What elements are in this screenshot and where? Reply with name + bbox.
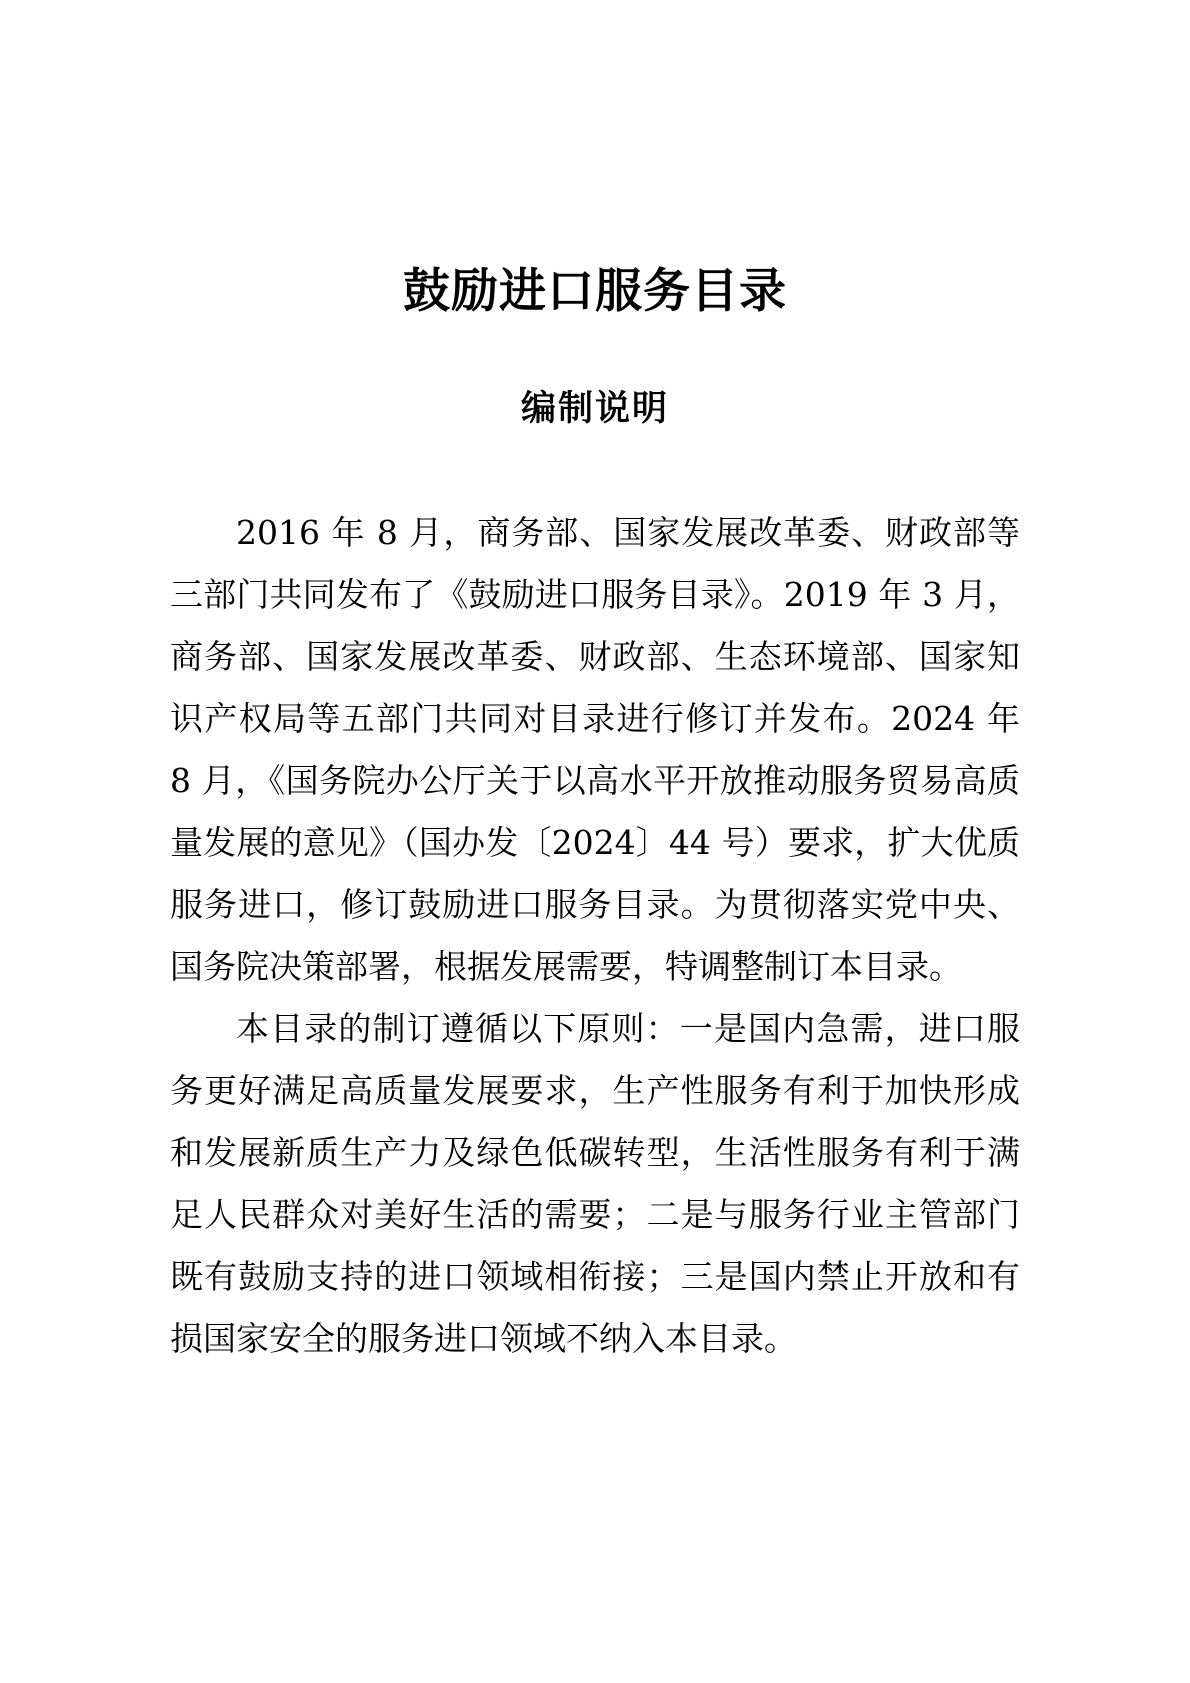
paragraph-1: 2016 年 8 月，商务部、国家发展改革委、财政部等三部门共同发布了《鼓励进口服务目录》。2019 年 3 月，商务部、国家发展改革委、财政部、生态环境部、国家知识产权局等五部门共同对目录进行修订并发布。2024 年 8 月，《国务院办公厅关于以高水平开放推动服务贸易高质量发展的意见》（国办发〔2024〕44 号）要求，扩大优质服务进口，修订鼓励进口服务目录。为贯彻落实党中央、国务院决策部署，根据发展需要，特调整制订本目录。: [170, 513, 1020, 986]
document-body: [170, 502, 1020, 1370]
document-title: 鼓励进口服务目录: [403, 264, 787, 319]
section-heading: 编制说明: [520, 389, 669, 429]
paragraph-2: 本目录的制订遵循以下原则：一是国内急需，进口服务更好满足高质量发展要求，生产性服务有利于加快形成和发展新质生产力及绿色低碳转型，生活性服务有利于满足人民群众对美好生活的需要；二是与服务行业主管部门既有鼓励支持的进口领域相衔接；三是国内禁止开放和有损国家安全的服务进口领域不纳入本目录。: [170, 1009, 1020, 1358]
